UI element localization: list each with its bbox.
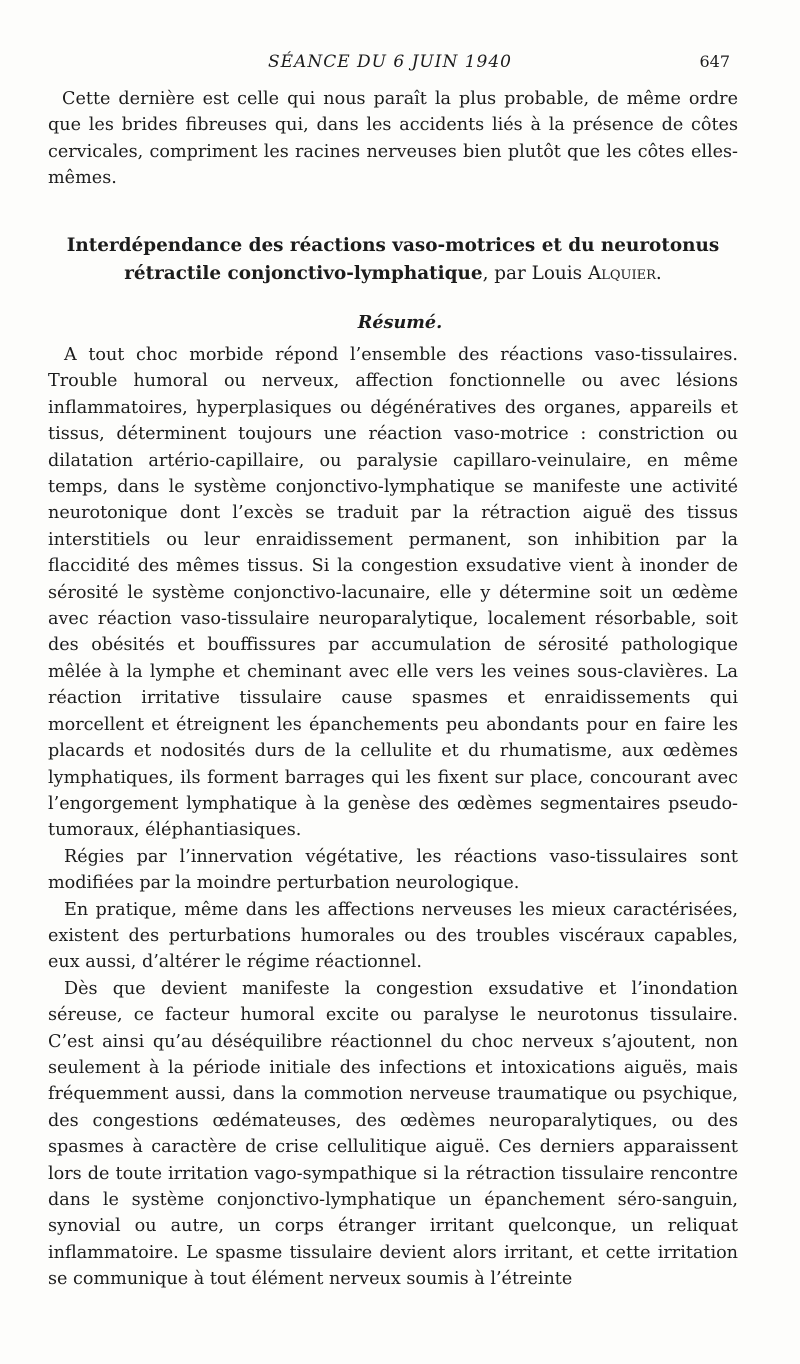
- article-body: [48, 342, 738, 1293]
- body-paragraph: Dès que devient manifeste la congestion exsudative et l’inondation séreuse, ce facteur humoral excite ou paralyse le neurotonus tissulaire. C’est ainsi qu’au déséquilibre réactionnel du choc nerveux s’ajoutent, non seulement à la période initiale des infections et intoxications aiguës, mais fréquemment aussi, dans la commotion nerveuse traumatique ou psychique, des congestions œdémateuses, des œdèmes neuroparalytiques, ou des spasmes à caractère de crise cellulitique aiguë. Ces derniers apparaissent lors de toute irritation vago-sympathique si la rétraction tissulaire rencontre dans le système conjonctivo-lymphatique un épanchement séro-sanguin, synovial ou autre, un corps étranger irritant quelconque, un reliquat inflammatoire. Le spasme tissulaire devient alors irritant, et cette irritation se communique à tout élément nerveux soumis à l’étreinte: [48, 978, 738, 1290]
- article-title: Interdépendance des réactions vaso-motrices et du neurotonus rétractile conjonctivo-lymphatique: [66, 235, 720, 284]
- body-paragraph: En pratique, même dans les affections nerveuses les mieux caractérisées, existent des perturbations humorales ou des troubles viscéraux capables, eux aussi, d’altérer le régime réactionnel.: [48, 899, 738, 973]
- intro-text-block: [48, 86, 738, 192]
- author-name: Alquier: [587, 263, 656, 284]
- body-paragraph: Régies par l’innervation végétative, les réactions vaso-tissulaires sont modifiées par la moindre perturbation neurologique.: [48, 846, 738, 894]
- section-heading: Résumé.: [357, 312, 443, 333]
- byline-suffix: .: [655, 263, 662, 284]
- running-head: SÉANCE DU 6 JUIN 1940: [267, 52, 512, 72]
- body-paragraph: A tout choc morbide répond l’ensemble des réactions vaso-tissulaires. Trouble humoral ou nerveux, affection fonctionnelle ou avec lésions inflammatoires, hyperplasiques ou dégénératives des organes, appareils et tissus, déterminent toujours une réaction vaso-motrice : constriction ou dilatation artério-capillaire, ou paralysie capillaro-veinulaire, en même temps, dans le système conjonctivo-lymphatique se manifeste une activité neurotonique dont l’excès se traduit par la rétraction aiguë des tissus interstitiels ou leur enraidissement permanent, son inhibition par la flaccidité des mêmes tissus. Si la congestion exsudative vient à inonder de sérosité le système conjonctivo-lacunaire, elle y détermine soit un œdème avec réaction vaso-tissulaire neuroparalytique, localement résorbable, soit des obésités et bouffissures par accumulation de sérosité pathologique mêlée à la lymphe et cheminant avec elle vers les veines sous-clavières. La réaction irritative tissulaire cause spasmes et enraidissements qui morcellent et étreignent les épanchements peu abondants pour en faire les placards et nodosités durs de la cellulite et du rhumatisme, aux œdèmes lymphatiques, ils forment barrages qui les fixent sur place, concourant avec l’engorgement lymphatique à la genèse des œdèmes segmentaires pseudo-tumoraux, éléphantiasiques.: [48, 345, 738, 841]
- article-title-block: [48, 232, 738, 288]
- intro-paragraph: Cette dernière est celle qui nous paraît la plus probable, de même ordre que les brides fibreuses qui, dans les accidents liés à la présence de côtes cervicales, compriment les racines nerveuses bien plutôt que les côtes elles-mêmes.: [48, 89, 738, 189]
- page-header: [0, 50, 800, 76]
- byline-prefix: , par Louis: [482, 263, 588, 284]
- page-number: 647: [699, 52, 730, 71]
